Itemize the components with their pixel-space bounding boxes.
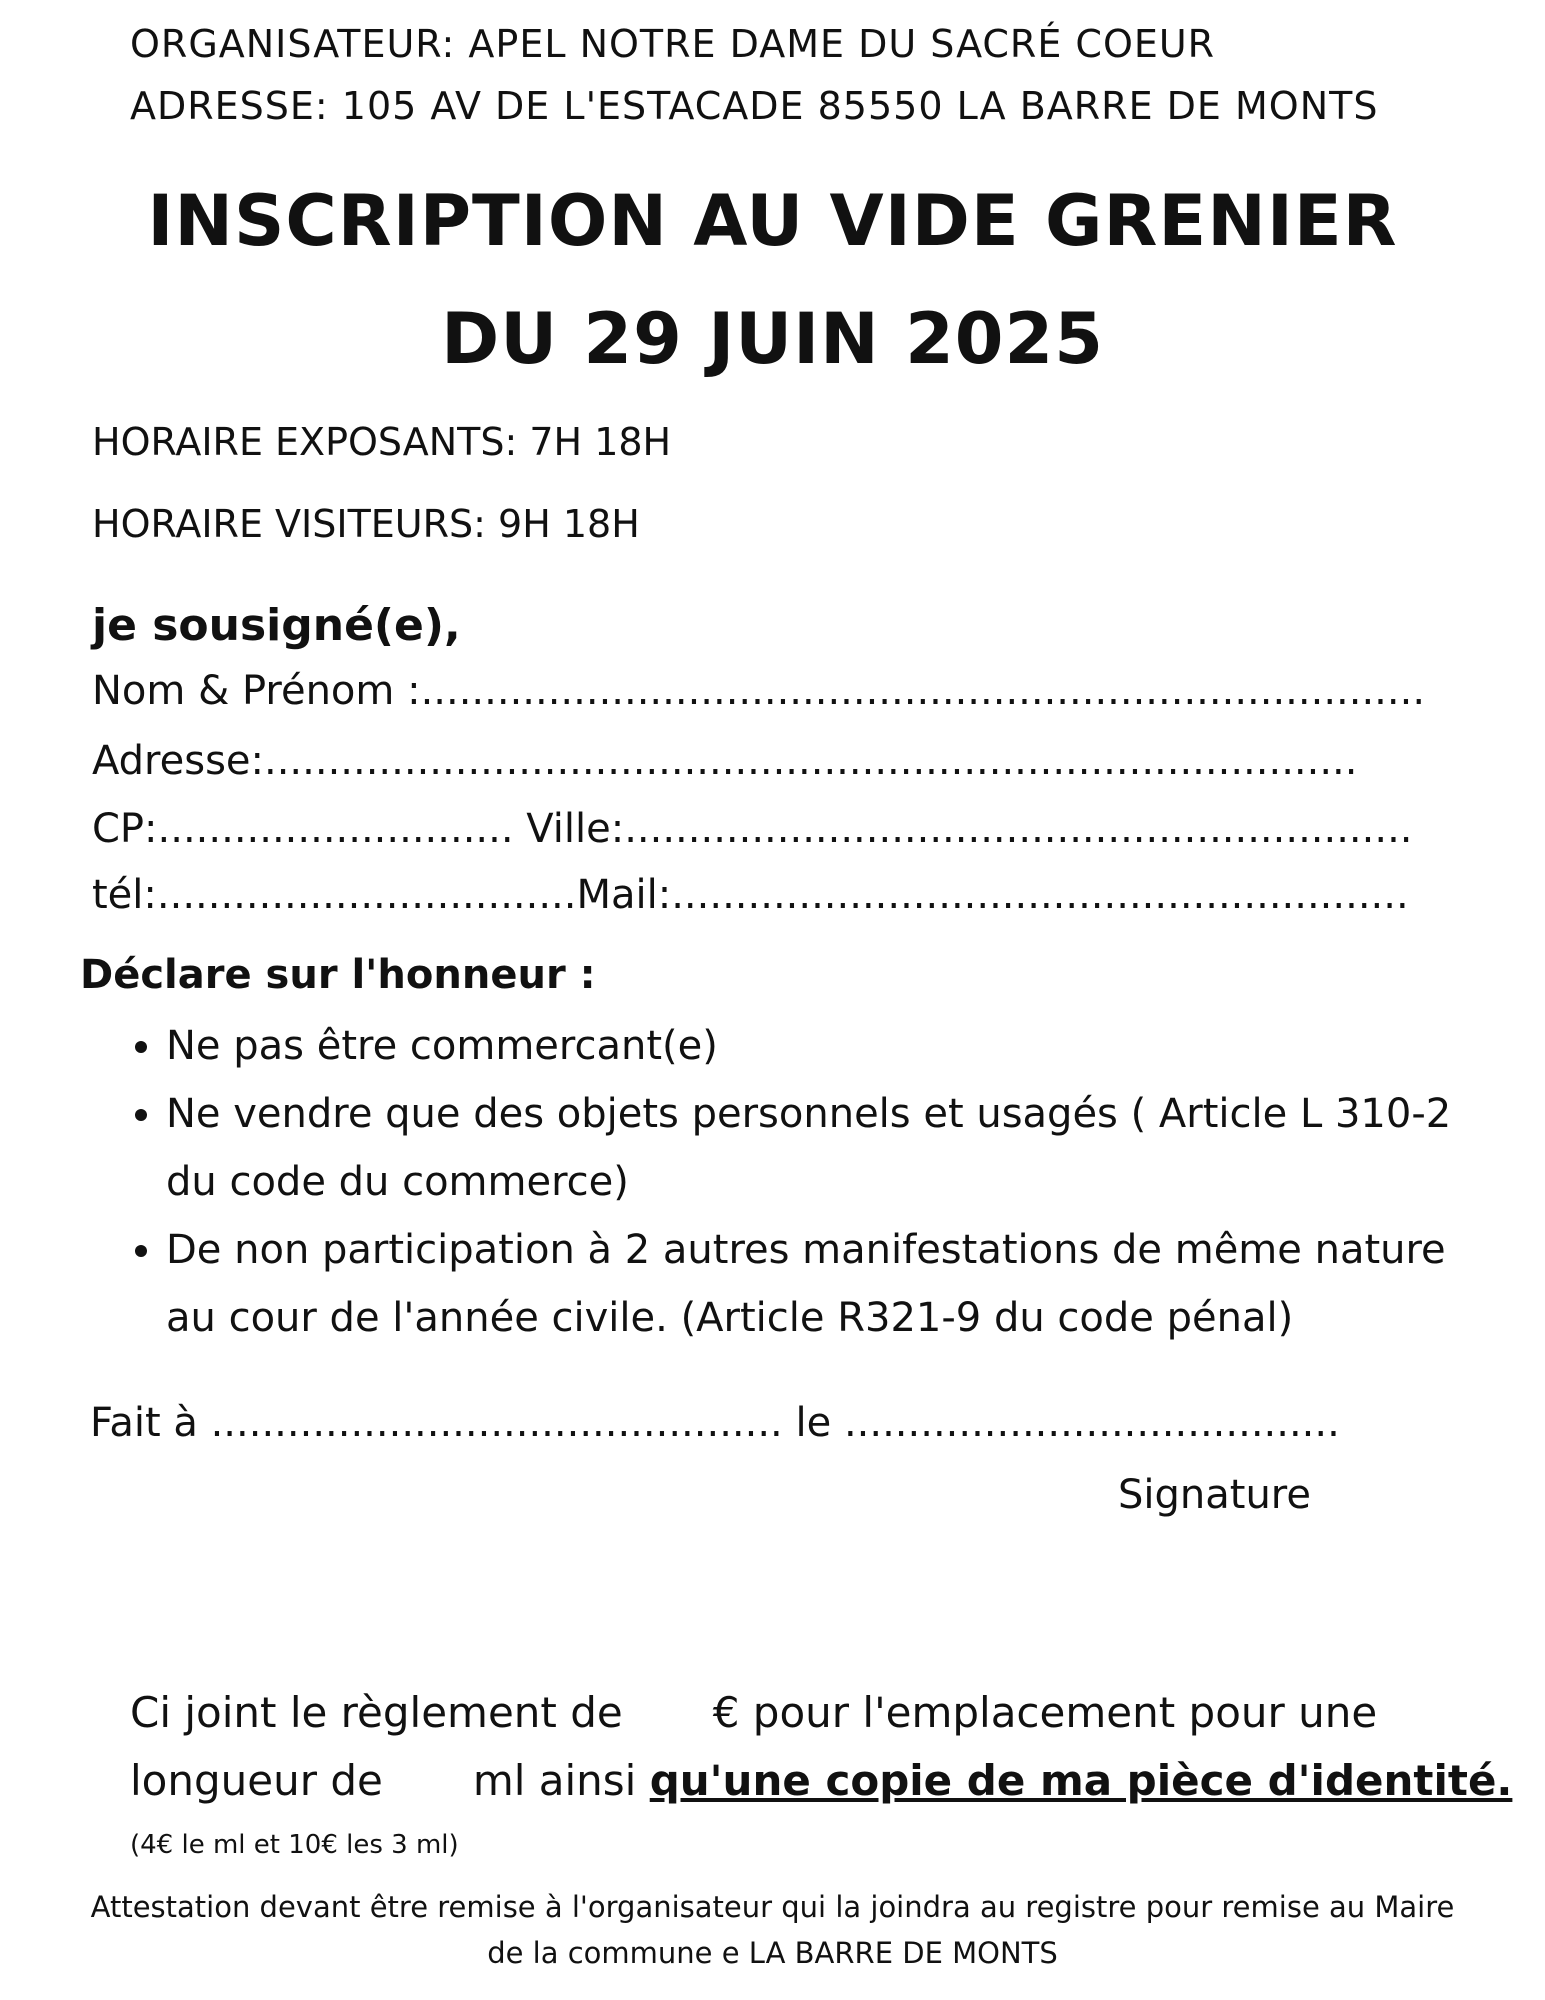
payment-line-2 (130, 1756, 1512, 1805)
fait-label: Fait à (90, 1400, 198, 1446)
form-intro: je sousigné(e), (92, 600, 461, 651)
adresse-label: Adresse: (92, 738, 264, 784)
tarif-note: (4€ le ml et 10€ les 3 ml) (130, 1830, 459, 1860)
declaration-heading: Déclare sur l'honneur : (80, 952, 596, 998)
organizer-address: ADRESSE: 105 AV DE L'ESTACADE 85550 LA BARRE DE MONTS (130, 84, 1379, 128)
tel-dots: ................................. (156, 872, 577, 918)
payment-line-1 (130, 1688, 1377, 1737)
ville-dots: .............................................................. (624, 806, 1413, 852)
declaration-item: • Ne pas être commercant(e) (166, 1012, 1496, 1080)
mail-label: Mail: (576, 872, 672, 918)
fait-dots: ............................................. (210, 1400, 783, 1446)
cp-dots: ............................ (157, 806, 514, 852)
declaration-list (110, 1012, 1496, 1352)
signature-label: Signature (1118, 1472, 1311, 1518)
event-date: DU 29 JUIN 2025 (441, 298, 1104, 380)
declaration-item: • Ne vendre que des objets personnels et usagés ( Article L 310-2 du code du commerce) (166, 1080, 1496, 1216)
payment-text: € pour l'emplacement pour une (712, 1688, 1378, 1737)
nom-field[interactable] (92, 668, 1425, 714)
hours-visiteurs: HORAIRE VISITEURS: 9H 18H (92, 502, 640, 546)
footer-note-commune: de la commune e LA BARRE DE MONTS (487, 1936, 1058, 1970)
fait-row[interactable] (90, 1400, 1340, 1446)
adresse-dots: ...................................................................................... (264, 738, 1358, 784)
hours-exposants: HORAIRE EXPOSANTS: 7H 18H (92, 420, 672, 464)
declaration-item: • De non participation à 2 autres manifestations de même nature au cour de l'année civile. (Article R321-9 du code pénal) (166, 1216, 1496, 1352)
adresse-field[interactable] (92, 738, 1357, 784)
organizer-line: ORGANISATEUR: APEL NOTRE DAME DU SACRÉ COEUR (130, 22, 1216, 66)
tel-label: tél: (92, 872, 157, 918)
footer-note: Attestation devant être remise à l'organisateur qui la joindra au registre pour remise au Maire (90, 1890, 1455, 1924)
page-title: INSCRIPTION AU VIDE GRENIER (147, 180, 1398, 262)
le-label: le (795, 1400, 832, 1446)
payment-text: ml ainsi (472, 1756, 637, 1805)
id-copy-requirement: qu'une copie de ma pièce d'identité. (649, 1756, 1513, 1805)
le-dots: ....................................... (843, 1400, 1340, 1446)
nom-dots: ............................................................................... (420, 668, 1426, 714)
payment-text: Ci joint le règlement de (130, 1688, 623, 1737)
nom-label: Nom & Prénom : (92, 668, 421, 714)
ville-label: Ville: (526, 806, 625, 852)
tel-mail-row[interactable] (92, 872, 1409, 918)
cp-ville-row[interactable] (92, 806, 1413, 852)
cp-label: CP: (92, 806, 158, 852)
payment-text: longueur de (130, 1756, 383, 1805)
mail-dots: .......................................................... (671, 872, 1409, 918)
